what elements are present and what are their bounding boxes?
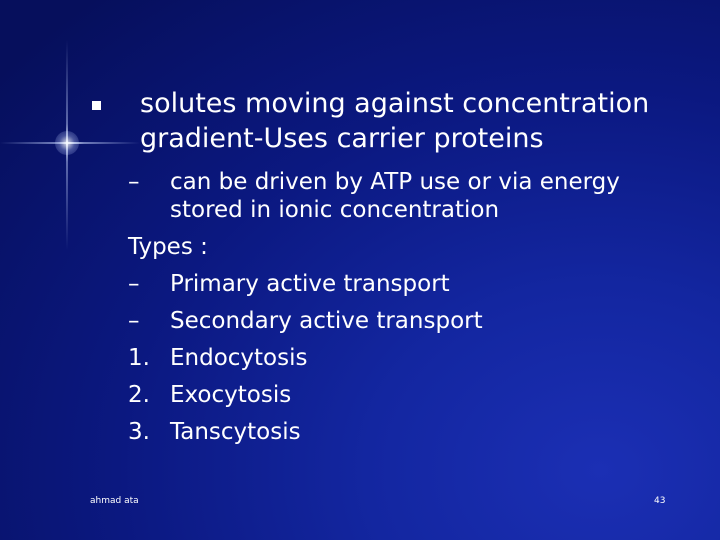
list-item-tanscytosis: Tanscytosis xyxy=(170,419,301,445)
main-bullet-line-2: gradient-Uses carrier proteins xyxy=(140,123,544,154)
list-item-marker: 1. xyxy=(128,345,150,371)
types-label: Types : xyxy=(128,234,208,260)
list-item-marker: – xyxy=(128,308,140,334)
square-bullet-icon xyxy=(92,101,101,110)
list-item-marker: – xyxy=(128,271,140,297)
sub-bullet-dash: – xyxy=(128,169,140,195)
main-bullet-text xyxy=(140,86,700,156)
sub-bullet-line-2: stored in ionic concentration xyxy=(170,197,500,223)
footer-author: ahmad ata xyxy=(90,496,139,506)
main-bullet-line-1: solutes moving against concentration xyxy=(140,88,650,119)
list-item-marker: 2. xyxy=(128,382,150,408)
starburst-glow-icon xyxy=(55,131,79,155)
list-item-exocytosis: Exocytosis xyxy=(170,382,292,408)
list-item-endocytosis: Endocytosis xyxy=(170,345,308,371)
sub-bullet-line-1: can be driven by ATP use or via energy xyxy=(170,169,620,195)
slide-number: 43 xyxy=(654,496,666,506)
list-item-secondary-active-transport: Secondary active transport xyxy=(170,308,483,334)
list-item-primary-active-transport: Primary active transport xyxy=(170,271,450,297)
list-item-marker: 3. xyxy=(128,419,150,445)
